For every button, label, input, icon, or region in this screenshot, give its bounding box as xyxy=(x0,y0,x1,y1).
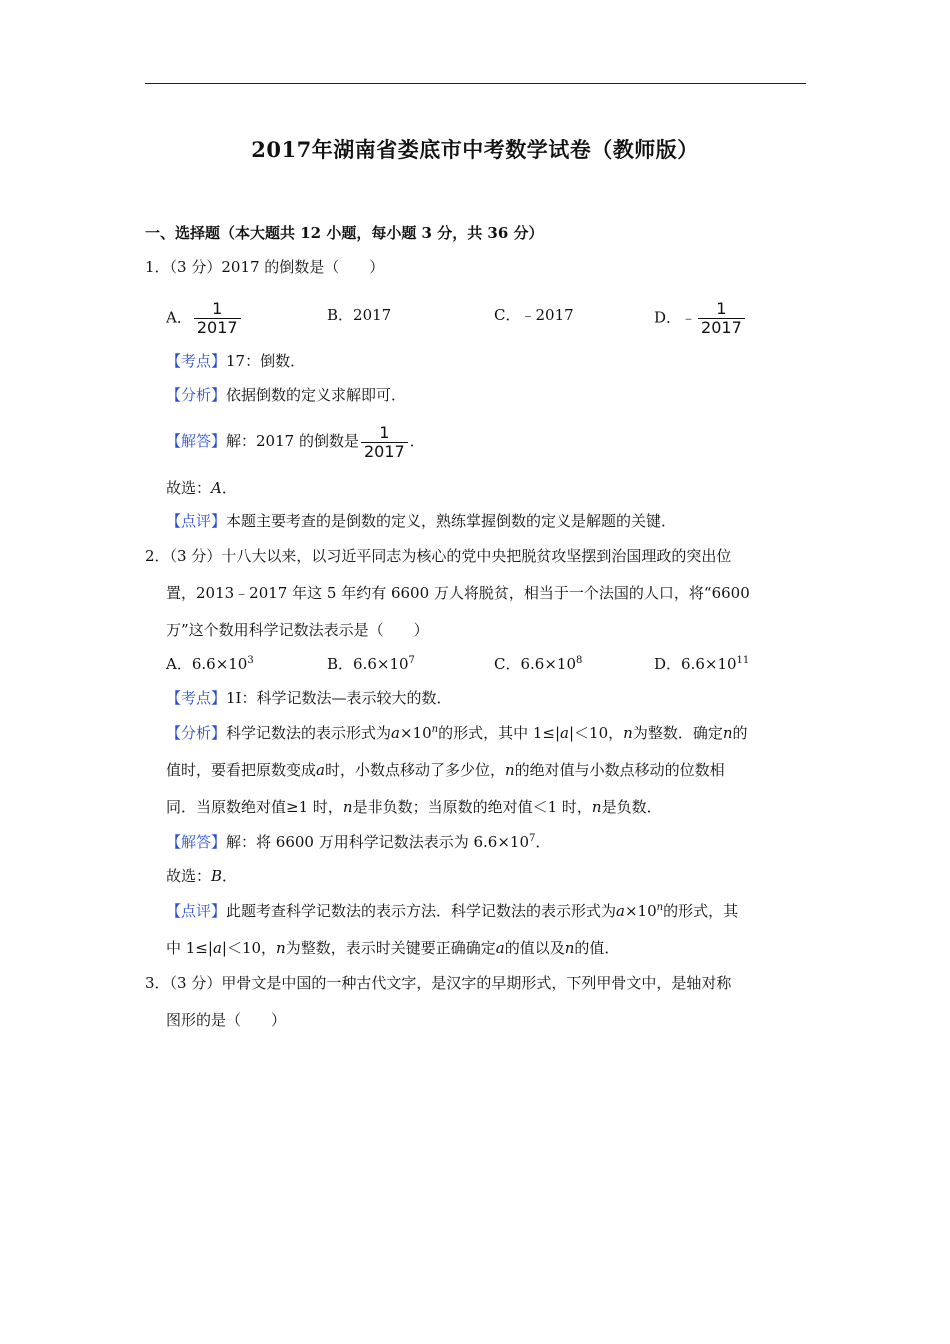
kaodian-text: 1I：科学记数法—表示较大的数． xyxy=(226,689,452,707)
q1-option-a xyxy=(166,300,243,337)
option-label: D．﹣ xyxy=(654,308,697,327)
numerator: 1 xyxy=(379,422,390,442)
question-2-stem xyxy=(145,545,731,567)
q1-dianping xyxy=(166,510,676,532)
q1-answer xyxy=(166,477,237,499)
question-3-stem-line2: 图形的是（ ） xyxy=(166,1011,287,1029)
q2-dianping-line2 xyxy=(166,937,619,959)
q2-answer xyxy=(166,865,237,887)
exponent: 7 xyxy=(408,655,415,666)
text: 是负数． xyxy=(601,798,662,816)
jieda-end: ． xyxy=(535,833,551,851)
q1-fenxi xyxy=(166,384,406,406)
text: |＜10， xyxy=(568,724,624,742)
denominator: 2017 xyxy=(194,318,241,337)
numerator: 1 xyxy=(212,299,223,318)
answer-label: 故选： xyxy=(166,867,212,885)
q1-option-b: B．2017 xyxy=(327,306,392,324)
fenxi-text: 依据倒数的定义求解即可． xyxy=(226,386,407,404)
text: 为整数．确定 xyxy=(632,724,723,742)
q2-dianping xyxy=(166,900,738,922)
question-number: 1． xyxy=(145,258,170,276)
numerator: 1 xyxy=(716,299,727,318)
text: 是非负数；当原数的绝对值＜1 时， xyxy=(352,798,592,816)
var: n xyxy=(656,902,664,913)
var: n xyxy=(591,798,602,816)
fenxi-tag: 【分析】 xyxy=(166,386,227,404)
fraction xyxy=(361,424,408,461)
question-number: 3． xyxy=(145,974,170,992)
exponent: 7 xyxy=(529,833,536,844)
question-2-stem-line2: 置，2013﹣2017 年这 5 年约有 6600 万人将脱贫，相当于一个法国的人口，将“6600 xyxy=(166,584,750,602)
header-rule xyxy=(145,83,806,84)
option-text: A．6.6×10 xyxy=(166,655,248,673)
var: a xyxy=(212,939,222,957)
var: a xyxy=(616,902,625,920)
denominator: 2017 xyxy=(698,318,745,337)
question-2-stem-line3: 万”这个数用科学记数法表示是（ ） xyxy=(166,621,429,639)
question-3-stem xyxy=(145,972,731,994)
var: n xyxy=(623,724,633,742)
var: a xyxy=(560,724,569,742)
fenxi-tag: 【分析】 xyxy=(166,724,227,742)
answer-label: 故选： xyxy=(166,479,212,497)
text: 的值． xyxy=(574,939,620,957)
q1-jieda xyxy=(166,421,425,461)
kaodian-text: 17：倒数． xyxy=(226,352,306,370)
dianping-tag: 【点评】 xyxy=(166,902,227,920)
question-1-stem xyxy=(145,256,384,278)
jieda-end: ． xyxy=(409,432,425,450)
question-text: （3 分）十八大以来，以习近平同志为核心的党中央把脱贫攻坚摆到治国理政的突出位 xyxy=(169,547,732,565)
q2-fenxi xyxy=(166,722,748,744)
q1-option-c: C．﹣2017 xyxy=(494,306,574,324)
text: 的形式，其 xyxy=(663,902,739,920)
text: 值时，要看把原数变成 xyxy=(166,761,317,779)
question-number: 2． xyxy=(145,547,170,565)
text: 的值以及 xyxy=(504,939,565,957)
var: a xyxy=(495,939,505,957)
var: n xyxy=(342,798,353,816)
option-text: D．6.6×10 xyxy=(654,655,737,673)
jieda-tag: 【解答】 xyxy=(166,833,227,851)
q2-option-a xyxy=(166,653,254,675)
answer-end: ． xyxy=(222,867,238,885)
section-heading: 一、选择题（本大题共 12 小题，每小题 3 分，共 36 分） xyxy=(145,224,544,242)
exponent: 3 xyxy=(247,655,254,666)
fraction xyxy=(698,300,745,337)
var: n xyxy=(504,761,515,779)
text: |＜10， xyxy=(221,939,277,957)
var: n xyxy=(431,724,439,735)
q2-fenxi-line2 xyxy=(166,759,725,781)
option-label: A． xyxy=(166,308,192,327)
q2-fenxi-line3 xyxy=(166,796,662,818)
exponent: 8 xyxy=(576,655,583,666)
text: 此题考查科学记数法的表示方法．科学记数法的表示形式为 xyxy=(226,902,617,920)
var: a xyxy=(316,761,325,779)
text: 为整数，表示时关键要正确确定 xyxy=(285,939,496,957)
text: 的 xyxy=(732,724,748,742)
q1-kaodian xyxy=(166,350,305,372)
q2-jieda xyxy=(166,831,550,853)
question-text: （3 分）2017 的倒数是（ ） xyxy=(169,258,385,276)
answer-choice: B xyxy=(211,867,223,885)
denominator: 2017 xyxy=(361,442,408,461)
text: 中 1≤| xyxy=(166,939,213,957)
text: 的形式，其中 1≤| xyxy=(438,724,561,742)
var: a xyxy=(391,724,400,742)
text: 科学记数法的表示形式为 xyxy=(226,724,392,742)
var: n xyxy=(276,939,286,957)
jieda-text: 解：2017 的倒数是 xyxy=(226,432,359,450)
dianping-tag: 【点评】 xyxy=(166,512,227,530)
exponent: 11 xyxy=(736,655,750,666)
text: ×10 xyxy=(624,902,657,920)
jieda-tag: 【解答】 xyxy=(166,432,227,450)
kaodian-tag: 【考点】 xyxy=(166,689,227,707)
jieda-text: 解：将 6600 万用科学记数法表示为 6.6×10 xyxy=(226,833,530,851)
text: ×10 xyxy=(399,724,432,742)
q2-option-d xyxy=(654,653,749,675)
text: 的绝对值与小数点移动的位数相 xyxy=(514,761,725,779)
option-text: B．6.6×10 xyxy=(327,655,409,673)
question-text: （3 分）甲骨文是中国的一种古代文字，是汉字的早期形式，下列甲骨文中，是轴对称 xyxy=(169,974,732,992)
option-text: C．6.6×10 xyxy=(494,655,576,673)
page-title: 2017年湖南省娄底市中考数学试卷（教师版） xyxy=(251,137,699,162)
q2-option-c xyxy=(494,653,582,675)
text: 同．当原数绝对值≥1 时， xyxy=(166,798,343,816)
var: n xyxy=(564,939,575,957)
q2-kaodian xyxy=(166,687,452,709)
var: n xyxy=(722,724,733,742)
answer-end: ． xyxy=(221,479,237,497)
kaodian-tag: 【考点】 xyxy=(166,352,227,370)
dianping-text: 本题主要考查的是倒数的定义，熟练掌握倒数的定义是解题的关键． xyxy=(226,512,677,530)
answer-choice: A xyxy=(211,479,222,497)
q2-option-b xyxy=(327,653,415,675)
fraction xyxy=(194,300,241,337)
text: 时，小数点移动了多少位， xyxy=(324,761,505,779)
q1-option-d xyxy=(654,300,747,337)
